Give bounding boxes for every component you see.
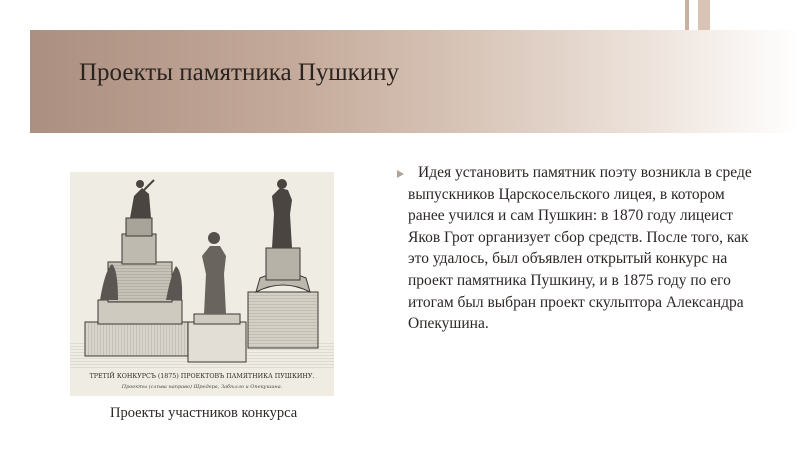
triangle-bullet-icon: [397, 170, 404, 178]
image-caption: Проекты участников конкурса: [110, 405, 298, 421]
engraving-caption-line1: ТРЕТІЙ КОНКУРСЪ (1875) ПРОЕКТОВЪ ПАМЯТНИКА ПУШКИНУ.: [89, 373, 315, 380]
monument-projects-engraving: [70, 172, 334, 396]
slide-title: Проекты памятника Пушкину: [79, 59, 400, 86]
body-paragraph: Идея установить памятник поэту возникла в среде выпускников Царскосельского лицея, в котором ранее учился и сам Пушкин: в 1870 году лицеист Яков Грот организует сбор средств. После того, как это удалось, был объявлен открытый конкурс на проект памятника Пушкину, и в 1875 году по его итогам был выбран проект скульптора Александра Опекушина.: [408, 164, 752, 333]
left-monument: [85, 180, 195, 356]
engraving-caption-line2: Проекты (слѣва направо) Шредера, Забѣлло и Опекушина.: [121, 384, 283, 390]
engraving-illustration: [70, 172, 334, 396]
middle-monument: [188, 232, 246, 362]
right-monument: [248, 179, 318, 348]
